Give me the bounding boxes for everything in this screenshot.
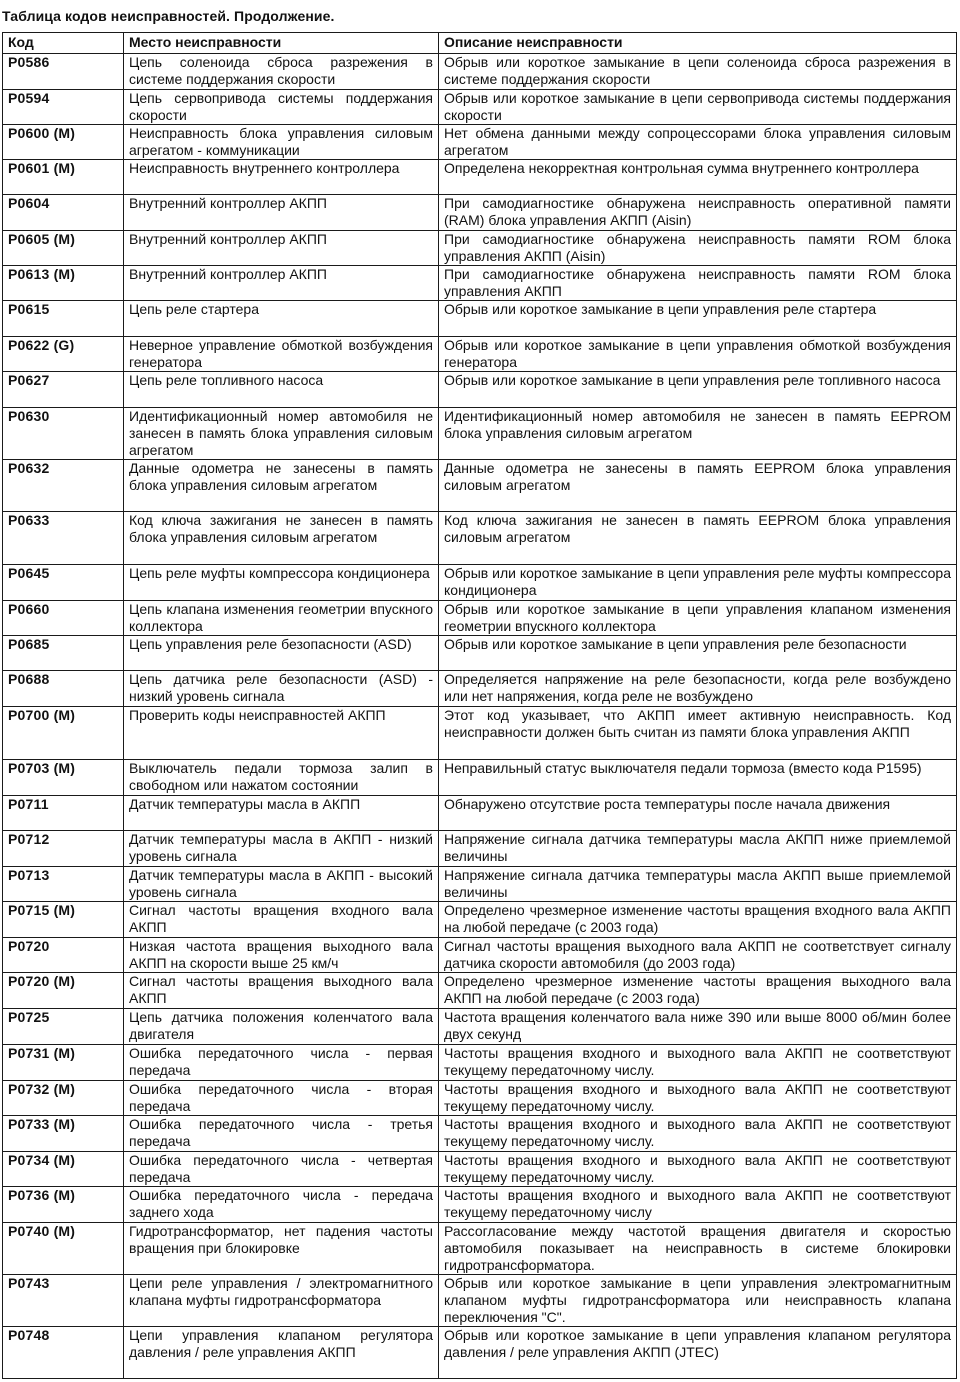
row-description: Обрыв или короткое замыкание в цепи управления обмоткой возбуждения генератора [439,337,957,372]
row-location: Цепь соленоида сброса разрежения в системе поддержания скорости [124,54,439,90]
row-location: Внутренний контроллер АКПП [124,231,439,266]
row-description: Частоты вращения входного и выходного вала АКПП не соответствуют текущему передаточному числу. [439,1045,957,1081]
row-description: Частоты вращения входного и выходного вала АКПП не соответствуют текущему передаточному числу. [439,1081,957,1116]
row-code: P0688 [3,671,124,707]
table-row [3,1081,957,1116]
row-code: P0660 [3,601,124,636]
row-code: P0720 [3,938,124,973]
row-code: P0733 (M) [3,1116,124,1152]
row-description: Напряжение сигнала датчика температуры масла АКПП выше приемлемой величины [439,867,957,902]
header-description: Описание неисправности [439,33,957,54]
table-row [3,1275,957,1327]
row-description: Обрыв или короткое замыкание в цепи сервопривода системы поддержания скорости [439,90,957,125]
table-row [3,90,957,125]
row-description: Обрыв или короткое замыкание в цепи управления клапаном изменения геометрии впускного коллектора [439,601,957,636]
row-location: Неисправность внутреннего контроллера [124,160,439,195]
row-description: Обрыв или короткое замыкание в цепи управления реле безопасности [439,636,957,671]
row-code: P0632 [3,460,124,512]
table-row [3,337,957,372]
row-code: P0594 [3,90,124,125]
row-location: Ошибка передаточного числа - третья передача [124,1116,439,1152]
table-header-row [3,33,957,54]
table-row [3,671,957,707]
row-description: Обрыв или короткое замыкание в цепи управления клапаном регулятора давления / реле управления АКПП (JTEC) [439,1327,957,1379]
row-description: Обрыв или короткое замыкание в цепи управления реле стартера [439,301,957,337]
row-description: Определено чрезмерное изменение частоты вращения выходного вала АКПП на любой передаче (с 2003 года) [439,973,957,1009]
row-description: Неправильный статус выключателя педали тормоза (вместо кода P1595) [439,760,957,796]
row-location: Цепь датчика реле безопасности (ASD) - низкий уровень сигнала [124,671,439,707]
table-row [3,301,957,337]
row-location: Низкая частота вращения выходного вала АКПП на скорости выше 25 км/ч [124,938,439,973]
header-location: Место неисправности [124,33,439,54]
row-code: P0630 [3,408,124,460]
row-description: Сигнал частоты вращения выходного вала АКПП не соответствует сигналу датчика скорости автомобиля (до 2003 года) [439,938,957,973]
row-code: P0645 [3,565,124,601]
row-code: P0627 [3,372,124,408]
table-row [3,938,957,973]
row-location: Цепи управления клапаном регулятора давления / реле управления АКПП [124,1327,439,1379]
row-code: P0736 (M) [3,1187,124,1223]
row-description: Частоты вращения входного и выходного вала АКПП не соответствуют текущему передаточному числу. [439,1152,957,1187]
row-location: Внутренний контроллер АКПП [124,195,439,231]
row-description: Код ключа зажигания не занесен в память EEPROM блока управления силовым агрегатом [439,512,957,565]
row-location: Внутренний контроллер АКПП [124,266,439,301]
table-row [3,1187,957,1223]
table-row [3,266,957,301]
row-location: Ошибка передаточного числа - передача заднего хода [124,1187,439,1223]
row-description: Определена некорректная контрольная сумма внутреннего контроллера [439,160,957,195]
table-row [3,973,957,1009]
row-description: Нет обмена данными между сопроцессорами блока управления силовым агрегатом [439,125,957,160]
table-row [3,408,957,460]
row-location: Цепи реле управления / электромагнитного клапана муфты гидротрансформатора [124,1275,439,1327]
row-location: Код ключа зажигания не занесен в память блока управления силовым агрегатом [124,512,439,565]
row-location: Цепь датчика положения коленчатого вала двигателя [124,1009,439,1045]
row-code: P0720 (M) [3,973,124,1009]
table-row [3,831,957,867]
row-code: P0700 (M) [3,707,124,760]
row-code: P0713 [3,867,124,902]
row-location: Цепь клапана изменения геометрии впускного коллектора [124,601,439,636]
row-code: P0586 [3,54,124,90]
header-code: Код [3,33,124,54]
table-row [3,1327,957,1379]
table-row [3,125,957,160]
row-location: Цепь реле стартера [124,301,439,337]
row-code: P0605 (M) [3,231,124,266]
table-row [3,796,957,831]
row-code: P0604 [3,195,124,231]
row-description: Обрыв или короткое замыкание в цепи управления реле топливного насоса [439,372,957,408]
table-row [3,1045,957,1081]
row-description: При самодиагностике обнаружена неисправность памяти ROM блока управления АКПП [439,266,957,301]
table-row [3,460,957,512]
row-code: P0703 (M) [3,760,124,796]
table-row [3,231,957,266]
row-location: Цепь реле муфты компрессора кондиционера [124,565,439,601]
row-location: Датчик температуры масла в АКПП - высокий уровень сигнала [124,867,439,902]
row-code: P0740 (M) [3,1223,124,1275]
row-code: P0731 (M) [3,1045,124,1081]
table-row [3,372,957,408]
table-row [3,760,957,796]
table-row [3,867,957,902]
row-location: Цепь реле топливного насоса [124,372,439,408]
row-location: Выключатель педали тормоза залип в свободном или нажатом состоянии [124,760,439,796]
row-location: Цепь управления реле безопасности (ASD) [124,636,439,671]
row-description: Частоты вращения входного и выходного вала АКПП не соответствуют текущему передаточному числу. [439,1116,957,1152]
row-location: Ошибка передаточного числа - вторая передача [124,1081,439,1116]
row-code: P0601 (M) [3,160,124,195]
row-description: При самодиагностике обнаружена неисправность памяти ROM блока управления АКПП (Aisin) [439,231,957,266]
row-location: Ошибка передаточного числа - первая передача [124,1045,439,1081]
row-code: P0715 (M) [3,902,124,938]
table-row [3,1009,957,1045]
table-row [3,707,957,760]
table-row [3,565,957,601]
row-code: P0732 (M) [3,1081,124,1116]
row-code: P0743 [3,1275,124,1327]
row-code: P0748 [3,1327,124,1379]
row-location: Идентификационный номер автомобиля не занесен в память блока управления силовым агрегатом [124,408,439,460]
fault-codes-table [2,32,957,1379]
row-location: Сигнал частоты вращения входного вала АКПП [124,902,439,938]
row-location: Датчик температуры масла в АКПП - низкий уровень сигнала [124,831,439,867]
row-description: Напряжение сигнала датчика температуры масла АКПП ниже приемлемой величины [439,831,957,867]
row-description: Определено чрезмерное изменение частоты вращения входного вала АКПП на любой передаче (с 2003 года) [439,902,957,938]
table-row [3,601,957,636]
row-location: Цепь сервопривода системы поддержания скорости [124,90,439,125]
row-description: Рассогласование между частотой вращения двигателя и скоростью автомобиля показывает на неисправность в системе блокировки гидротрансформатора. [439,1223,957,1275]
row-code: P0685 [3,636,124,671]
row-description: Этот код указывает, что АКПП имеет активную неисправность. Код неисправности должен быть считан из памяти блока управления АКПП [439,707,957,760]
row-description: Идентификационный номер автомобиля не занесен в память EEPROM блока управления силовым агрегатом [439,408,957,460]
row-code: P0615 [3,301,124,337]
row-description: Определяется напряжение на реле безопасности, когда реле возбуждено или нет напряжения, когда реле не возбуждено [439,671,957,707]
row-description: Обнаружено отсутствие роста температуры после начала движения [439,796,957,831]
table-row [3,902,957,938]
table-row [3,512,957,565]
row-code: P0613 (M) [3,266,124,301]
row-location: Неисправность блока управления силовым агрегатом - коммуникации [124,125,439,160]
row-description: Обрыв или короткое замыкание в цепи соленоида сброса разрежения в системе поддержания скорости [439,54,957,90]
row-code: P0711 [3,796,124,831]
row-location: Данные одометра не занесены в память блока управления силовым агрегатом [124,460,439,512]
row-code: P0600 (M) [3,125,124,160]
row-code: P0712 [3,831,124,867]
row-code: P0622 (G) [3,337,124,372]
row-code: P0734 (M) [3,1152,124,1187]
row-description: Данные одометра не занесены в память EEPROM блока управления силовым агрегатом [439,460,957,512]
row-description: Частоты вращения входного и выходного вала АКПП не соответствуют текущему передаточному числу [439,1187,957,1223]
table-row [3,1116,957,1152]
row-description: Обрыв или короткое замыкание в цепи управления реле муфты компрессора кондиционера [439,565,957,601]
table-caption: Таблица кодов неисправностей. Продолжение. [2,8,335,24]
table-row [3,195,957,231]
row-location: Проверить коды неисправностей АКПП [124,707,439,760]
table-row [3,160,957,195]
table-row [3,54,957,90]
row-location: Гидротрансформатор, нет падения частоты вращения при блокировке [124,1223,439,1275]
table-row [3,636,957,671]
row-location: Датчик температуры масла в АКПП [124,796,439,831]
row-description: При самодиагностике обнаружена неисправность оперативной памяти (RAM) блока управления АКПП (Aisin) [439,195,957,231]
row-location: Ошибка передаточного числа - четвертая передача [124,1152,439,1187]
row-location: Неверное управление обмоткой возбуждения генератора [124,337,439,372]
row-location: Сигнал частоты вращения выходного вала АКПП [124,973,439,1009]
table-row [3,1223,957,1275]
row-code: P0725 [3,1009,124,1045]
row-description: Обрыв или короткое замыкание в цепи управления электромагнитным клапаном муфты гидротрансформатора или неисправность клапана переключения "С". [439,1275,957,1327]
row-description: Частота вращения коленчатого вала ниже 390 или выше 8000 об/мин более двух секунд [439,1009,957,1045]
table-row [3,1152,957,1187]
row-code: P0633 [3,512,124,565]
